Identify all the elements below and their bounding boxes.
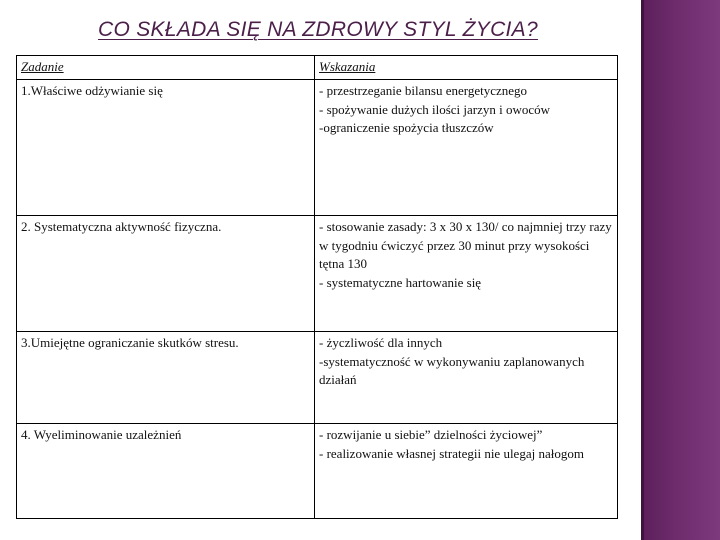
guidelines-table — [16, 55, 618, 519]
hint-line: - przestrzeganie bilansu energetycznego — [319, 83, 528, 98]
table-header-row — [17, 56, 618, 80]
decorative-side-band — [641, 0, 720, 540]
hint-line: - systematyczne hartowanie się — [319, 274, 482, 290]
task-cell: 4. Wyeliminowanie uzależnień — [17, 424, 315, 519]
hints-cell — [315, 80, 618, 216]
task-cell: 1.Właściwe odżywianie się — [17, 80, 315, 216]
hint-line: - stosowanie zasady: 3 x 30 x 130/ co najmniej trzy razy w tygodniu ćwiczyć przez 30 minut przy wysokości tętna 130 — [319, 219, 612, 271]
hint-line: -systematyczność w wykonywaniu zaplanowanych działań — [319, 353, 585, 387]
table-row — [17, 80, 618, 216]
slide-title: CO SKŁADA SIĘ NA ZDROWY STYL ŻYCIA? — [98, 18, 538, 41]
hints-cell — [315, 424, 618, 519]
hints-cell — [315, 332, 618, 424]
task-cell: 2. Systematyczna aktywność fizyczna. — [17, 216, 315, 332]
table-row — [17, 332, 618, 424]
hint-line: - rozwijanie u siebie” dzielności życiowej” — [319, 427, 543, 442]
table-row — [17, 216, 618, 332]
hints-cell — [315, 216, 618, 332]
table-row — [17, 424, 618, 519]
header-task: Zadanie — [17, 56, 315, 80]
hint-line: -ograniczenie spożycia tłuszczów — [319, 120, 494, 135]
hint-line: - realizowanie własnej strategii nie ulegaj nałogom — [319, 445, 584, 461]
hint-line: - życzliwość dla innych — [319, 335, 443, 350]
hint-line: - spożywanie dużych ilości jarzyn i owoców — [319, 101, 551, 117]
header-hints: Wskazania — [315, 56, 618, 80]
task-cell: 3.Umiejętne ograniczanie skutków stresu. — [17, 332, 315, 424]
